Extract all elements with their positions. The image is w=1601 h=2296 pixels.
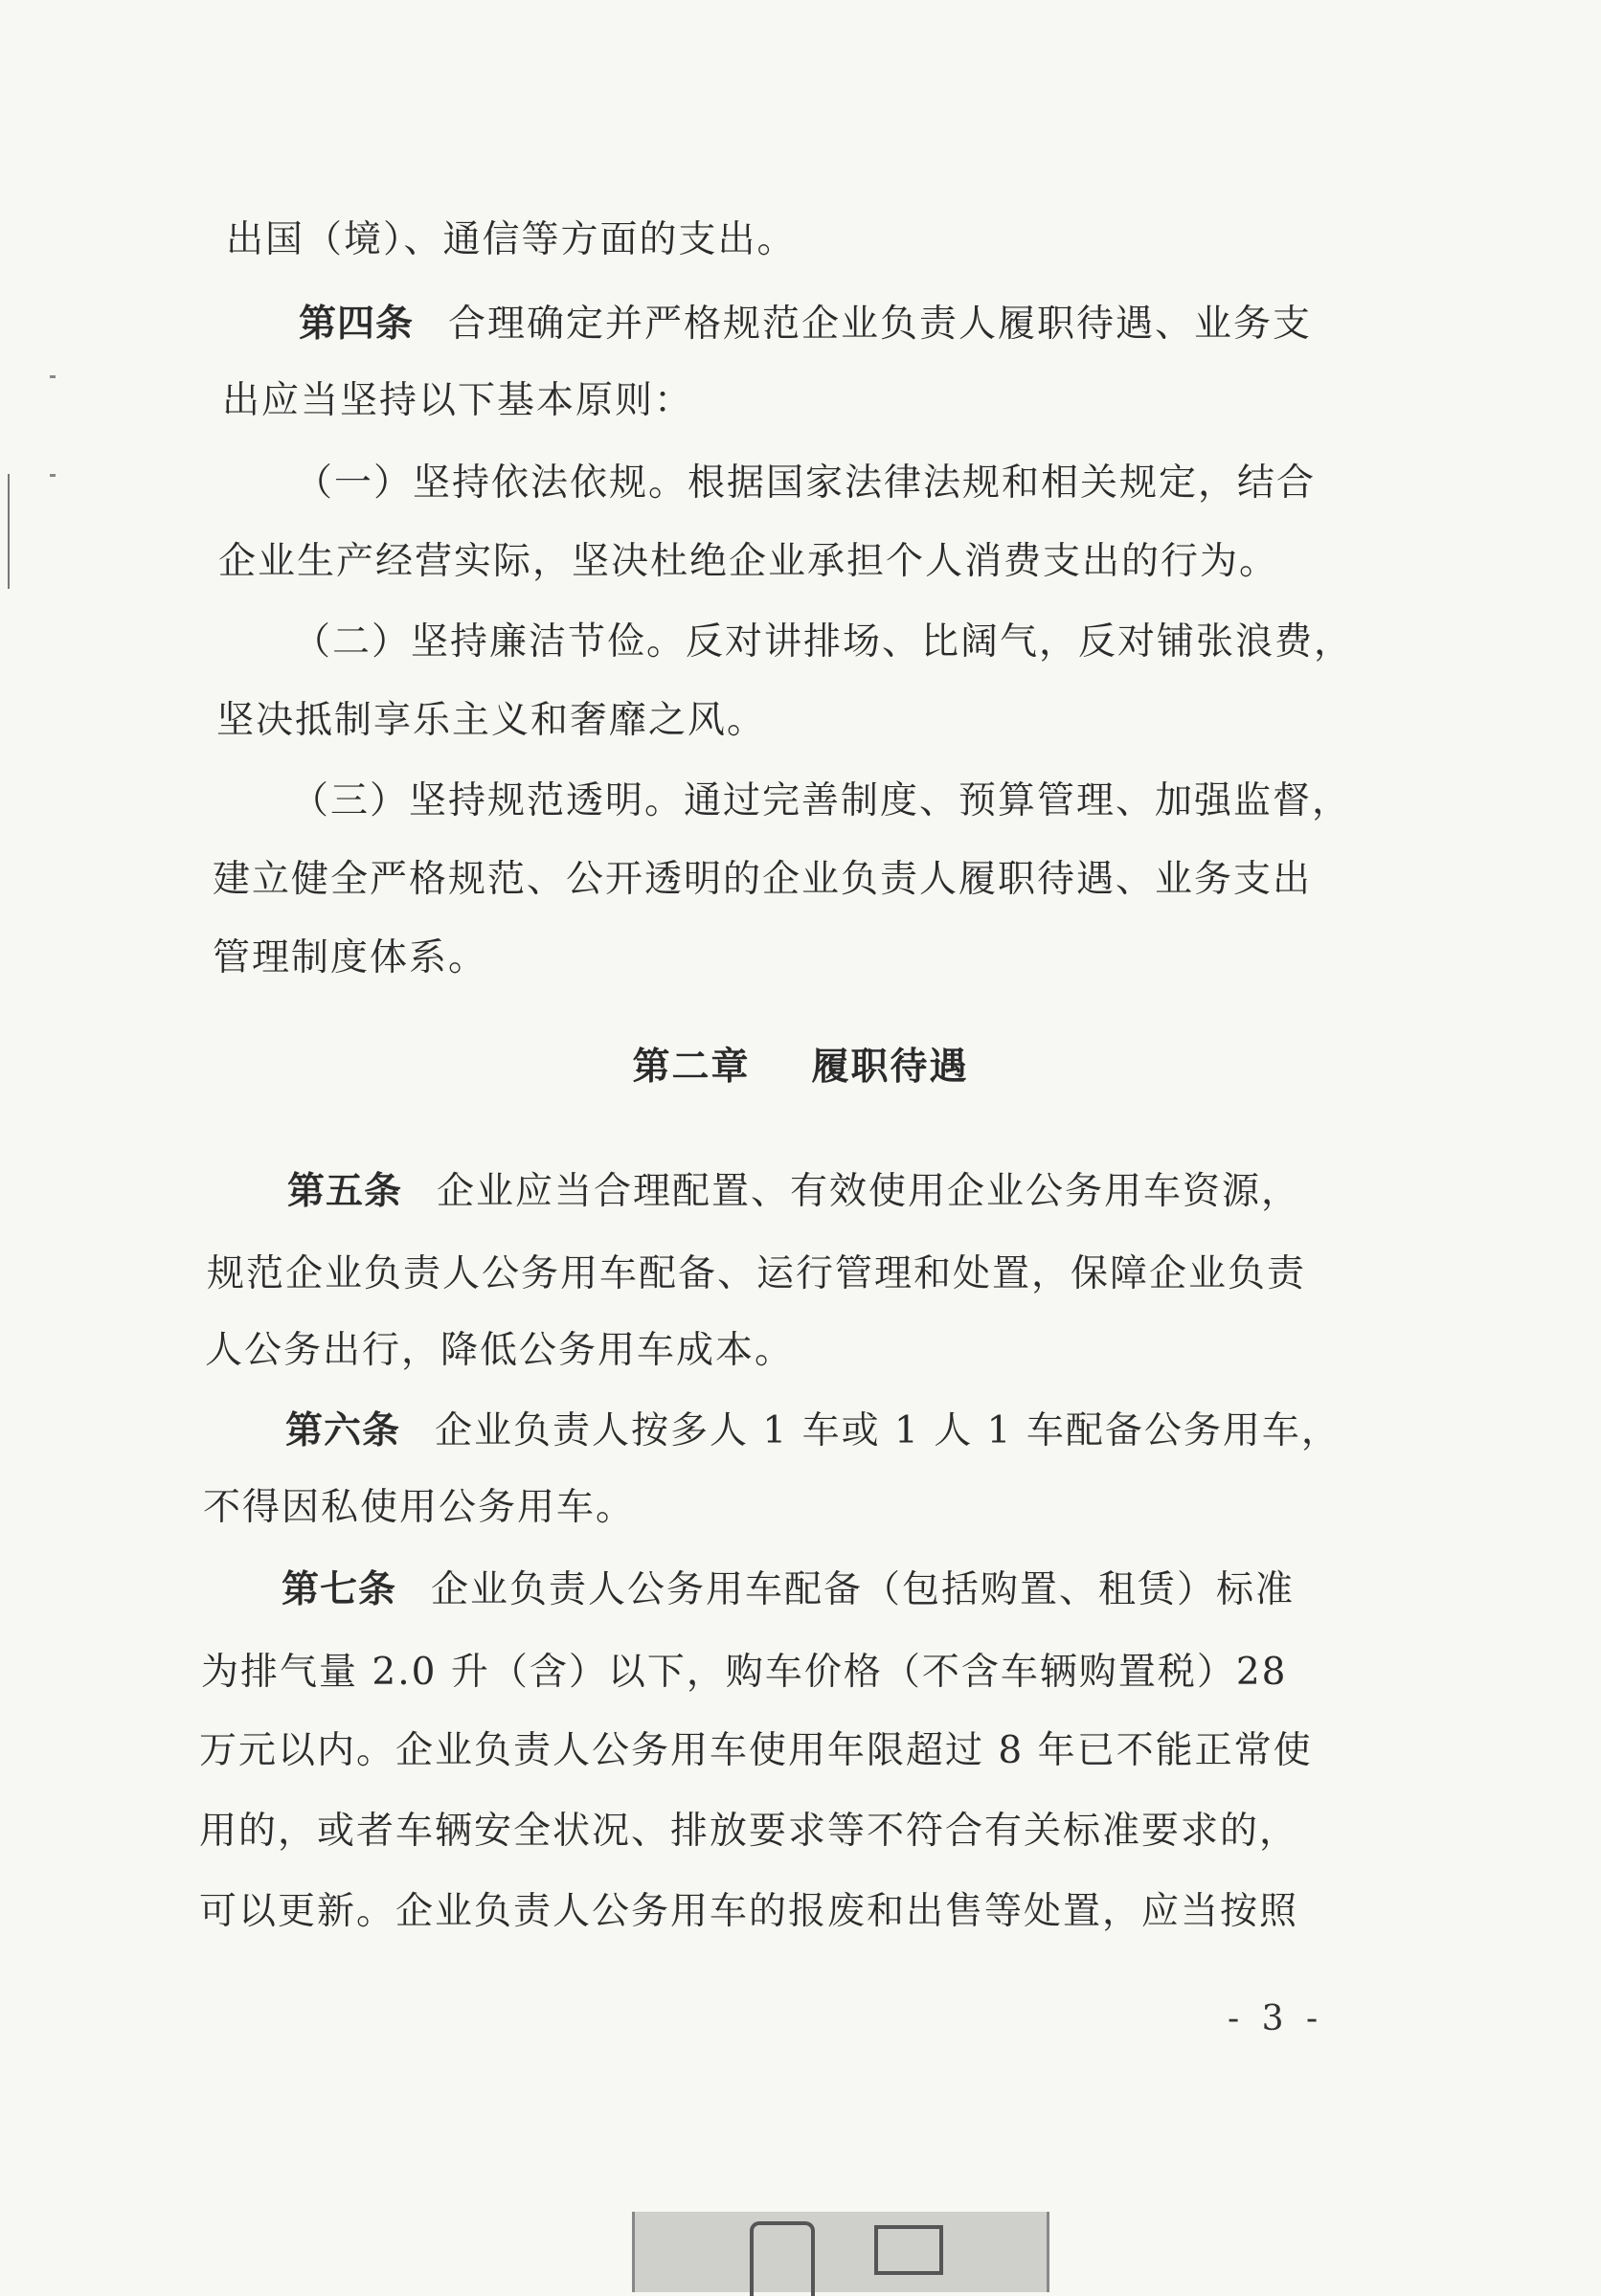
scan-mark: [50, 474, 56, 477]
text-line: [213, 934, 487, 982]
line-text: 建立健全严格规范、公开透明的企业负责人履职待遇、业务支出: [213, 858, 1313, 901]
line-text: 出应当坚持以下基本原则：: [222, 379, 694, 422]
scan-mark: [50, 375, 56, 378]
line-text: 出国（境）、通信等方面的支出。: [226, 218, 797, 261]
line-text: （一）坚持依法依规。根据国家法律法规和相关规定，结合: [295, 461, 1317, 505]
scan-binding-edge: [0, 474, 10, 589]
text-line: [226, 216, 797, 264]
line-text: 人公务出行，降低公务用车成本。: [205, 1329, 795, 1372]
article-label: 第六条: [285, 1409, 401, 1452]
article-line: [282, 1566, 1295, 1614]
chapter-number: 第二章: [632, 1046, 751, 1089]
text-line: [293, 619, 1353, 666]
text-line: [203, 1484, 635, 1532]
article-line: [287, 1168, 1300, 1216]
line-text: 可以更新。企业负责人公务用车的报废和出售等处置，应当按照: [199, 1890, 1299, 1933]
text-line: [199, 1808, 1298, 1856]
text-line: [199, 1888, 1298, 1936]
text-line: [205, 1327, 794, 1375]
line-text: 万元以内。企业负责人公务用车使用年限超过 8 年已不能正常使: [199, 1729, 1313, 1772]
scanner-clip: [632, 2212, 1049, 2292]
line-text: 规范企业负责人公务用车配备、运行管理和处置，保障企业负责: [207, 1252, 1307, 1295]
line-text: 管理制度体系。: [213, 936, 488, 979]
chapter-title: 履职待遇: [811, 1046, 969, 1089]
line-text: 企业应当合理配置、有效使用企业公务用车资源，: [437, 1170, 1301, 1213]
line-text: 坚决抵制享乐主义和奢靡之风。: [216, 699, 767, 742]
article-line: [285, 1407, 1341, 1455]
line-text: 用的，或者车辆安全状况、排放要求等不符合有关标准要求的，: [199, 1810, 1299, 1853]
line-text: 不得因私使用公务用车。: [203, 1486, 636, 1529]
line-text: 为排气量 2.0 升（含）以下，购车价格（不含车辆购置税）28: [201, 1651, 1288, 1694]
article-line: [299, 301, 1312, 349]
text-line: [295, 460, 1316, 507]
line-text: 合理确定并严格规范企业负责人履职待遇、业务支: [448, 303, 1313, 346]
article-label: 第四条: [299, 303, 415, 346]
clip-graphic-icon: [750, 2221, 815, 2296]
text-line: [201, 1649, 1287, 1697]
line-text: 企业负责人按多人 1 车或 1 人 1 车配备公务用车，: [435, 1409, 1341, 1452]
line-text: （三）坚持规范透明。通过完善制度、预算管理、加强监督，: [291, 779, 1352, 822]
article-label: 第五条: [287, 1170, 403, 1213]
line-text: （二）坚持廉洁节俭。反对讲排场、比阔气，反对铺张浪费，: [293, 620, 1354, 664]
article-label: 第七条: [282, 1568, 397, 1611]
chapter-heading: [0, 1044, 1601, 1092]
page-number: - 3 -: [1228, 1999, 1324, 2038]
text-line: [291, 777, 1351, 825]
text-line: [199, 1727, 1313, 1775]
line-text: 企业负责人公务用车配备（包括购置、租赁）标准: [431, 1568, 1296, 1611]
text-line: [207, 1250, 1306, 1298]
text-line: [213, 856, 1312, 904]
text-line: [222, 377, 693, 425]
line-text: 企业生产经营实际，坚决杜绝企业承担个人消费支出的行为。: [218, 540, 1279, 583]
text-line: [218, 538, 1278, 586]
text-line: [216, 697, 766, 745]
clip-graphic-icon: [874, 2225, 943, 2275]
